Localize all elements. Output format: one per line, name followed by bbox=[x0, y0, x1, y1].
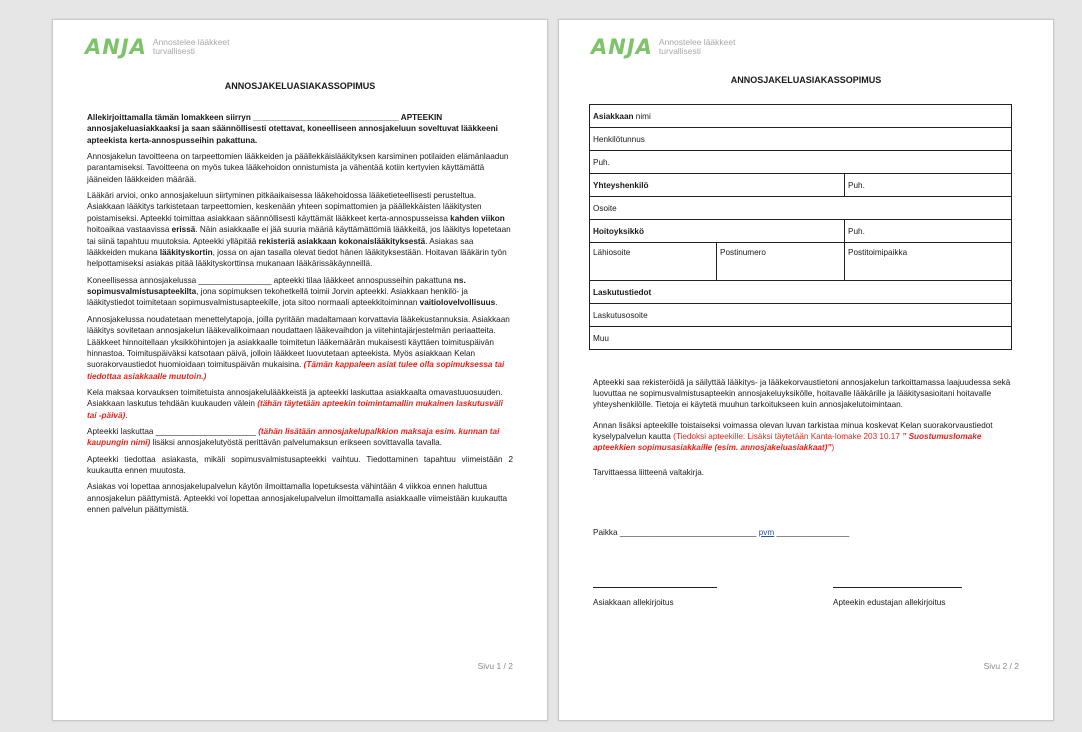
anja-logo bbox=[591, 37, 769, 57]
text-span: Annan lisäksi apteekille toistaiseksi voimassa olevan luvan tarkistaa minua koskevat Kelan suorakorvaustiedot kyselypalvelun kautta bbox=[593, 420, 993, 441]
date-label: pvm bbox=[758, 528, 775, 537]
paragraph-notify: Apteekki tiedottaa asiakasta, mikäli sopimusvalmistusapteekki vaihtuu. Tiedottaminen tapahtuu viimeistään 2 kuukautta ennen muutosta. bbox=[87, 454, 513, 475]
instruction-note: (Tämän kappaleen asiat tulee olla sopimuksessa tai tiedottaa asiakkaalle muutoin.) bbox=[87, 360, 505, 381]
field-label: Laskutustiedot bbox=[593, 287, 652, 297]
text-span: apteekki tilaa lääkkeet annospusseihin pakattuna bbox=[271, 275, 454, 285]
address-field[interactable] bbox=[590, 197, 1012, 220]
field-label: nimi bbox=[633, 111, 651, 121]
customer-info-table bbox=[589, 104, 1012, 350]
field-label: Postitoimipaikka bbox=[848, 248, 908, 257]
date-blank: ________________ bbox=[776, 528, 850, 537]
pharmacy-name-blank: ________________________________ bbox=[253, 113, 399, 122]
blank-line: ________________ bbox=[198, 275, 272, 285]
consent-text bbox=[593, 377, 1019, 487]
text-span: APTEEKIN annosjakeluasiakkaaksi ja saan säännöllisesti otettavat, koneelliseen annosjakeluun soveltuvat lääkkeeni apteekista kerta-annospusseihin pakattuna. bbox=[87, 113, 498, 145]
contact-phone-field[interactable] bbox=[845, 174, 1012, 197]
paragraph-consent-registry: Apteekki saa rekisteröidä ja säilyttää lääkitys- ja lääkekorvaustietoni annosjakelun tarkoittamassa laajuudessa sekä luovuttaa ne sopimusvalmistusapteekin annosjakeluyksikölle, hoitavalle lääkärille ja lääkitysasioitani hoitavalle yhteyshenkilölle. Tietoja ei käytetä muuhun tarkoitukseen kuin annosjakelutoimintaan. bbox=[593, 378, 1011, 410]
paragraph-goal: Annosjakelun tavoitteena on tarpeettomien lääkkeiden ja päällekkäislääkityksen karsiminen potilaiden elämänlaadun parantamiseksi. Tavoitteena on myös tukea lääkehoidon onnistumista ja vähentää kotiin kertyvien käyttämättä jääneiden lääkkeiden määrää. bbox=[87, 152, 509, 184]
logo-wordmark: ANJA bbox=[591, 35, 653, 59]
text-span: lisäksi annosjakelutyöstä perittävän palvelumaksun erikseen sovittavalla tavalla. bbox=[150, 438, 442, 448]
text-span: . bbox=[495, 298, 498, 308]
postal-code-field[interactable] bbox=[717, 243, 845, 281]
bold-span: lääkityskortin bbox=[159, 248, 213, 258]
text-span: Kela maksaa korvauksen toimitetuista annosjakelulääkkeistä ja apteekki laskuttaa asiakkaalta omavastuuosuuden. Asiakkaan laskutus tehdään kuukauden välein bbox=[87, 387, 503, 409]
page-number: Sivu 1 / 2 bbox=[477, 661, 513, 671]
text-span: . Näin asiakkaalle ei jää suuria määriä käyttämättömiä lääkkeitä, jos lääkitys lopetetaan tai siinä tapahtuu muutoksia. Apteekki ylläpitää bbox=[87, 225, 511, 246]
page-number: Sivu 2 / 2 bbox=[983, 661, 1019, 671]
paragraph-consent-kela bbox=[593, 420, 1019, 454]
care-unit-phone-field[interactable] bbox=[845, 220, 1012, 243]
customer-name-field[interactable] bbox=[590, 105, 1012, 128]
field-label: Puh. bbox=[848, 180, 865, 190]
text-span: , jossa on ajan tasalla olevat tiedot hänen lääkityksestään. Hoitavan lääkärin työn helpottamiseksi asiakas pitää lääkityskorttinsa mukanaan lääkärissäkäynneillä. bbox=[87, 248, 507, 269]
page-title: ANNOSJAKELUASIAKASSOPIMUS bbox=[224, 81, 376, 91]
logo-tagline: Annostelee lääkkeet turvallisesti bbox=[658, 37, 736, 56]
bold-span: vaitiolovelvollisuus bbox=[419, 298, 496, 308]
field-label: Osoite bbox=[593, 203, 617, 213]
field-label: Laskutusosoite bbox=[593, 310, 648, 320]
paragraph-intro bbox=[87, 112, 513, 146]
field-label: Henkilötunnus bbox=[593, 134, 645, 144]
paragraph-termination: Asiakas voi lopettaa annosjakelupalvelun käytön ilmoittamalla lopetuksesta vähintään 4 viikkoa ennen haluttua annosjakelun päättymistä. Apteekki voi lopettaa annosjakelupalvelun ilmoittamalla asiakkaalle viimeistään kuukautta ennen palvelun päättymistä. bbox=[87, 482, 508, 514]
contact-person-field[interactable] bbox=[590, 174, 845, 197]
pharmacy-signature-line[interactable] bbox=[833, 587, 962, 588]
instruction-note: ) bbox=[831, 443, 835, 453]
blank-line: ______________________ bbox=[155, 426, 256, 436]
instruction-note: (tähän täytetään apteekin toimintamallin mukainen laskutusväli tai -päivä) bbox=[87, 399, 503, 420]
anja-logo bbox=[85, 37, 263, 57]
document-page-1 bbox=[52, 19, 548, 721]
document-page-2 bbox=[558, 19, 1054, 721]
customer-signature-label: Asiakkaan allekirjoitus bbox=[593, 598, 674, 607]
agreement-text bbox=[87, 112, 513, 520]
text-span: Allekirjoittamalla tämän lomakkeen siirryn bbox=[87, 113, 251, 122]
field-label: Puh. bbox=[593, 157, 610, 167]
bold-span: rekisteriä asiakkaan kokonaislääkityksestä bbox=[258, 236, 426, 246]
place-label: Paikka bbox=[593, 528, 618, 537]
field-label: Postinumero bbox=[720, 248, 766, 257]
text-span: Apteekki laskuttaa bbox=[87, 426, 156, 436]
other-field[interactable] bbox=[590, 327, 1012, 350]
paragraph-power-of-attorney: Tarvittaessa liitteenä valtakirja. bbox=[593, 468, 705, 478]
text-span: , jona sopimuksen tekohetkellä toimii Jorvin apteekki. Asiakkaan henkilö- ja lääkitystiedot toimitetaan sopimusvalmistusapteekille, jota sitoo normaali apteekkitoiminnan bbox=[87, 287, 468, 308]
logo-wordmark: ANJA bbox=[85, 35, 147, 59]
field-label: Asiakkaan bbox=[593, 111, 634, 121]
care-unit-field[interactable] bbox=[590, 220, 845, 243]
bold-span: kahden viikon bbox=[450, 213, 505, 223]
instruction-note: (tähän lisätään annosjakelupalkkion maksaja esim. kunnan tai kaupungin nimi) bbox=[87, 426, 500, 448]
field-label: Lähiosoite bbox=[593, 248, 631, 257]
customer-signature-line[interactable] bbox=[593, 587, 717, 588]
field-label: Muu bbox=[593, 333, 609, 343]
paragraph-pricing bbox=[87, 314, 513, 382]
field-label: Hoitoyksikkö bbox=[593, 226, 644, 236]
bold-span: ns. sopimusvalmistusapteekilta bbox=[87, 275, 466, 297]
paragraph-billing bbox=[87, 426, 513, 449]
billing-info-header bbox=[590, 281, 1012, 304]
text-span: Koneellisessa annosjakelussa bbox=[87, 275, 199, 285]
paragraph-kela bbox=[87, 387, 513, 421]
street-address-field[interactable] bbox=[590, 243, 717, 281]
pharmacy-signature-label: Apteekin edustajan allekirjoitus bbox=[833, 598, 946, 607]
field-label: Puh. bbox=[848, 226, 865, 236]
text-span: . bbox=[125, 410, 128, 420]
text-span: Lääkäri arvioi, onko annosjakeluun siirtyminen pitkäaikaisessa lääkehoidossa lääketieteellisesti perusteltua. Asiakkaan lääkitys tarkistetaan tarpeettomien, keskenään yhteen sopimattomien ja päällekkäisten lääkitysten poistamiseksi. Apteekki toimittaa asiakkaan säännöllisesti käyttämät lääkkeet kerta-annospusseissa bbox=[87, 191, 482, 223]
text-span: Annosjakelussa noudatetaan menettelytapoja, joilla pyritään madaltamaan korvattavia lääkekustannuksia. Asiakkaan lääkitys sovitetaan annosjakelun lääkevalikoimaan noudattaen lääkevaihdon ja viitehintajärjestelmän periaatteita. Lääkkeet hinnoitellaan yksikköhintojen ja asiakkaalle toimitetun lääkemäärän mukaisesti käyttäen toimituspäivän hinnastoa. Toimituspäiväksi katsotaan päivä, jolloin lääkkeet luovutetaan apteekista. Myös asiakkaan Kelan suorakorvaustiedot huomioidaan toimituspäivän mukaisina. bbox=[87, 314, 510, 370]
place-blank: ______________________________ bbox=[619, 528, 757, 537]
phone-field[interactable] bbox=[590, 151, 1012, 174]
instruction-note: ” Suostumuslomake apteekkien sopimusasiakkaille (esim. annosjakeluasiakkaat)” bbox=[593, 431, 982, 453]
place-date-line[interactable] bbox=[593, 528, 849, 537]
billing-address-field[interactable] bbox=[590, 304, 1012, 327]
bold-span: erissä bbox=[171, 225, 196, 235]
field-label: Yhteyshenkilö bbox=[593, 180, 649, 190]
instruction-note: (Tiedoksi apteekille: Lisäksi täytetään Kanta-lomake 203 10.17 bbox=[673, 431, 900, 441]
personal-id-field[interactable] bbox=[590, 128, 1012, 151]
city-field[interactable] bbox=[845, 243, 1012, 281]
paragraph-doctor bbox=[87, 190, 513, 270]
logo-tagline: Annostelee lääkkeet turvallisesti bbox=[152, 37, 230, 56]
paragraph-machine-dispensing bbox=[87, 275, 513, 309]
text-span: hoitoaikaa vastaavissa bbox=[87, 225, 172, 235]
text-span: . Asiakas saa lääkkeiden mukana bbox=[87, 236, 474, 258]
page-title: ANNOSJAKELUASIAKASSOPIMUS bbox=[730, 75, 882, 85]
